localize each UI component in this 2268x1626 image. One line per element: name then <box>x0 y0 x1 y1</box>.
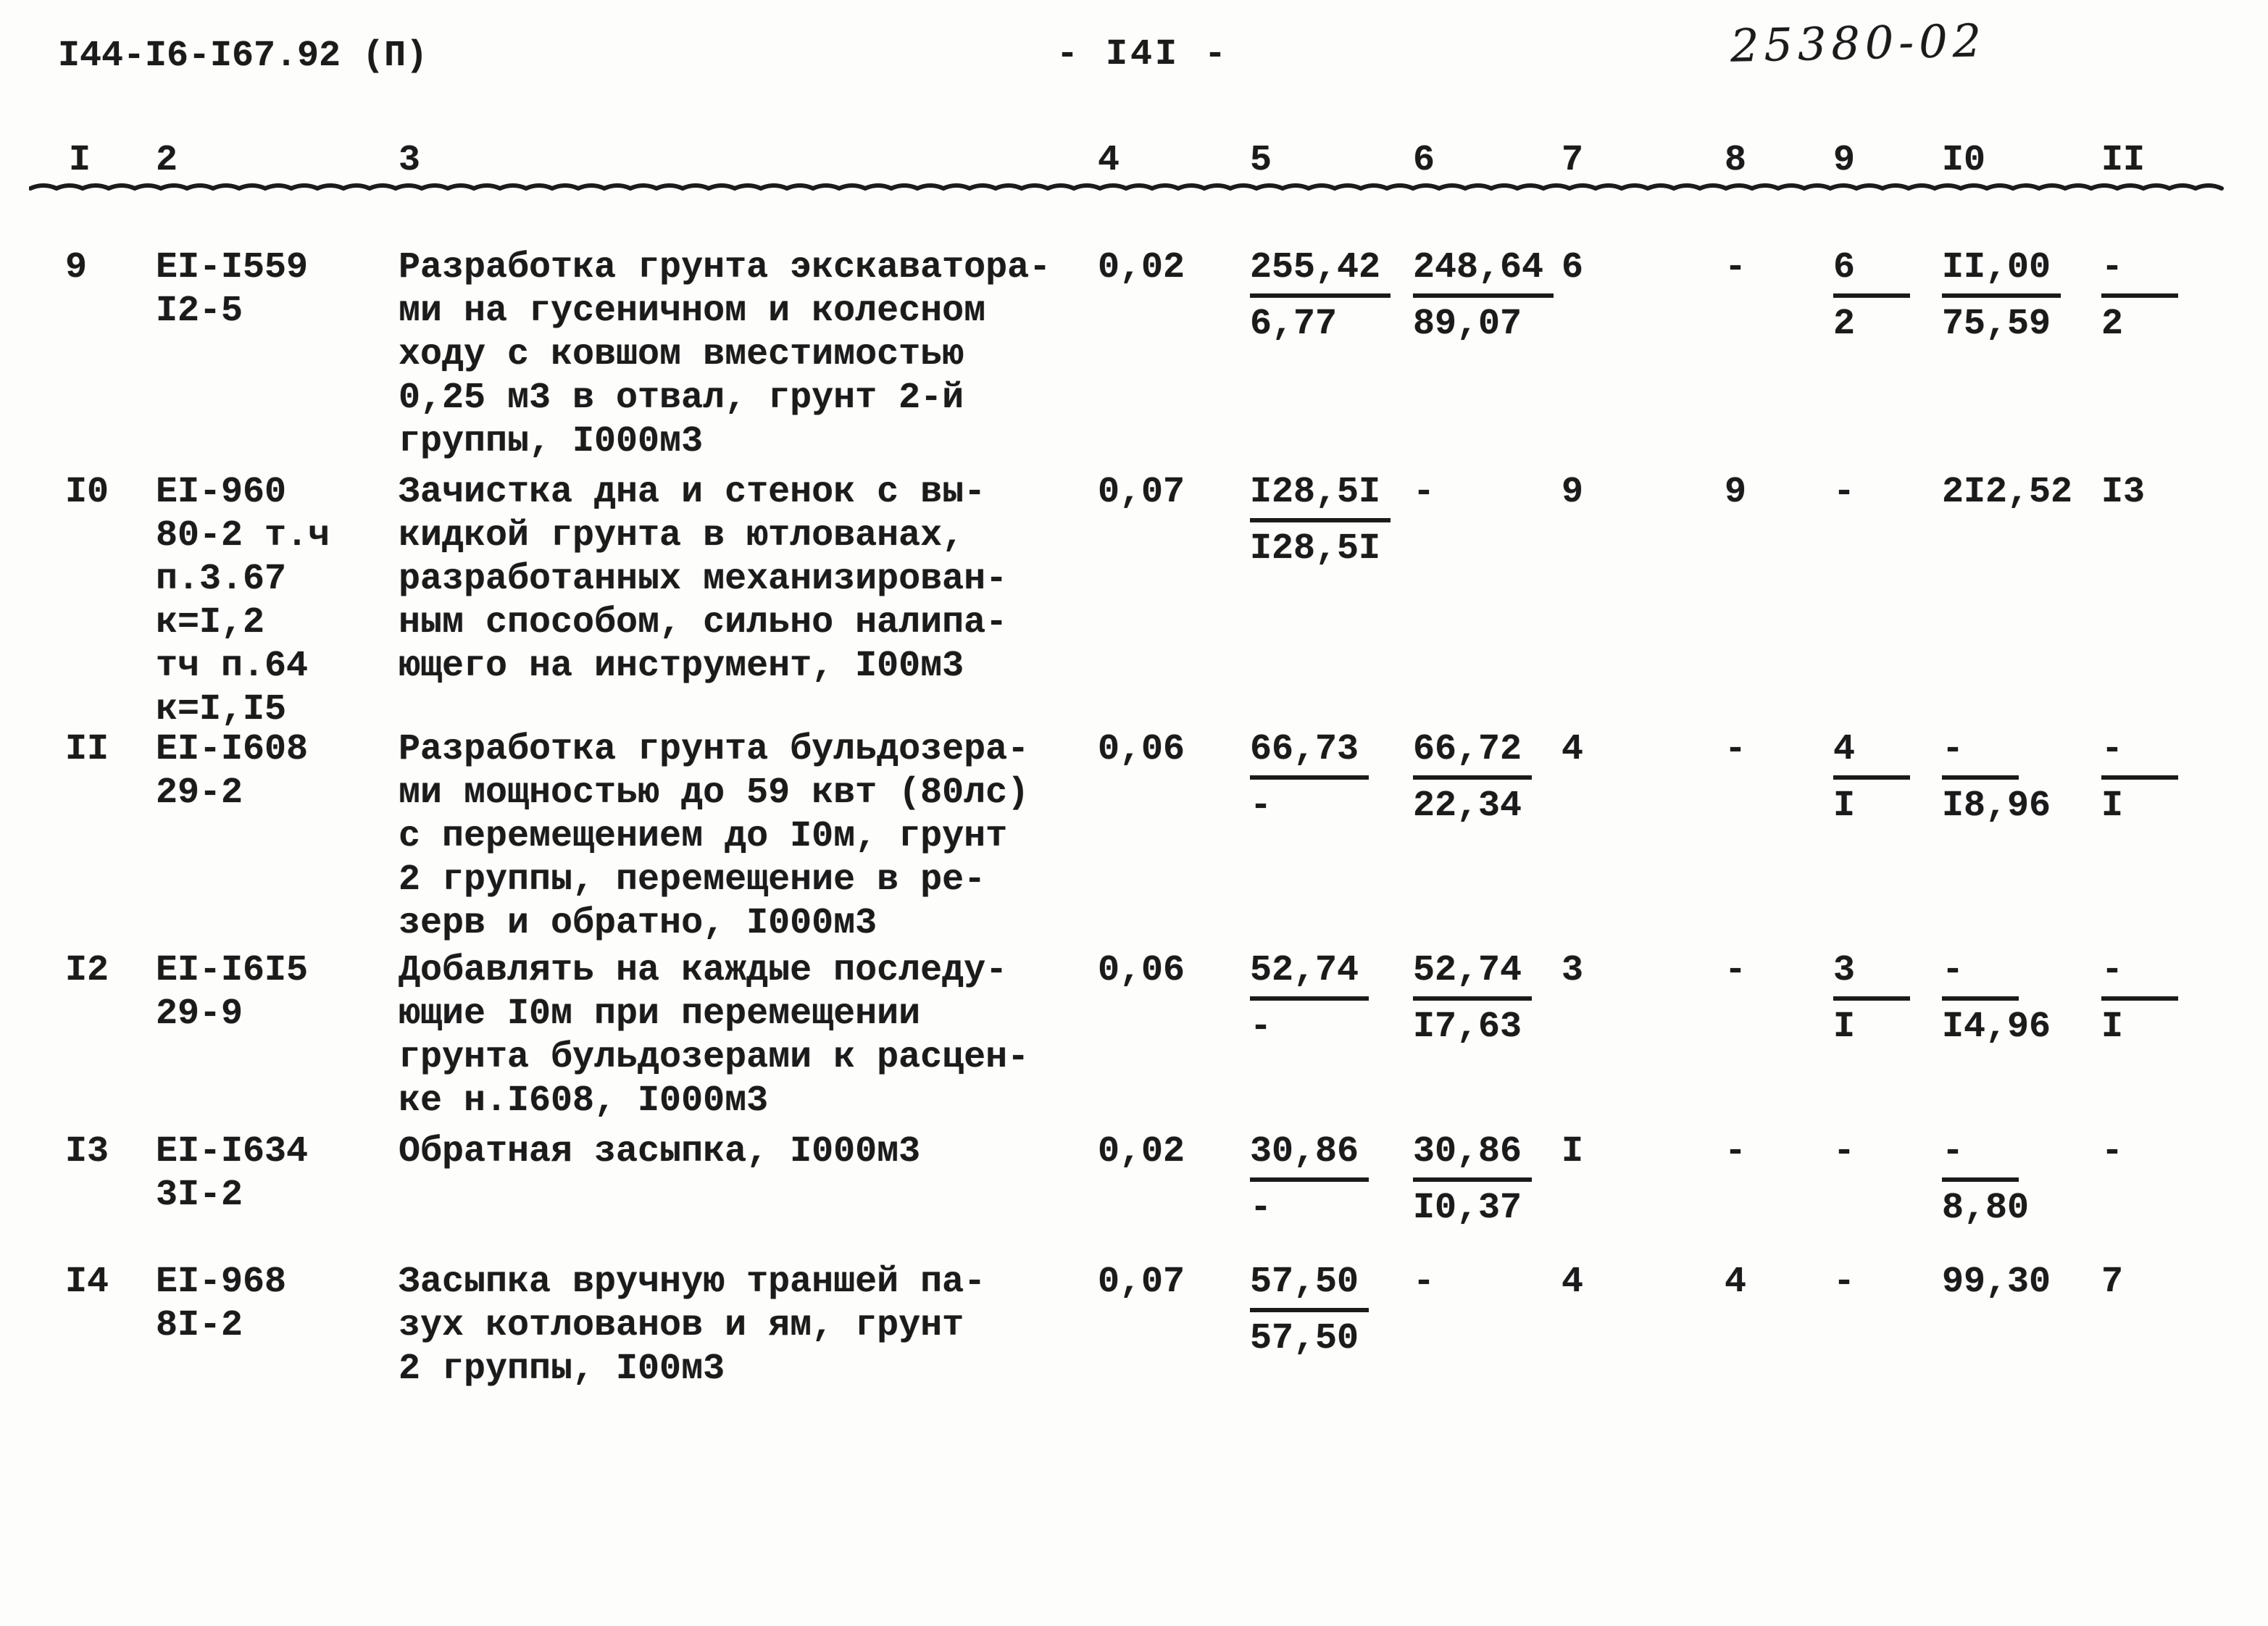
value-cell-col8 <box>1725 246 1833 290</box>
value-fraction <box>1250 246 1413 346</box>
value: - <box>1833 1131 1856 1172</box>
description-line: кидкой грунта в ютлованах, <box>399 515 964 556</box>
value-cell-col11 <box>2101 728 2214 828</box>
value-cell-col6 <box>1413 728 1562 828</box>
fraction-numerator: - <box>2101 246 2178 298</box>
value-fraction <box>1250 1261 1413 1361</box>
value: 4 <box>1562 1262 1584 1303</box>
row-number: I4 <box>65 1262 109 1303</box>
row-description <box>399 1130 1098 1174</box>
fraction-numerator: - <box>2101 949 2178 1001</box>
value: 0,02 <box>1098 1131 1185 1172</box>
value-cell-col11 <box>2101 471 2214 514</box>
fraction-denominator: 8,80 <box>1942 1188 2030 1229</box>
value-fraction <box>1942 246 2101 346</box>
value-cell-col4 <box>1098 246 1250 290</box>
value-cell-col11 <box>2101 949 2214 1049</box>
code-line: ЕI-968 <box>156 1262 287 1303</box>
value-cell-col8 <box>1725 1261 1833 1304</box>
value-cell-col10 <box>1942 471 2101 514</box>
value-cell-col5 <box>1250 471 1413 571</box>
description-line: Добавлять на каждые последу- <box>399 950 1008 991</box>
fraction-denominator: 2 <box>2101 304 2124 345</box>
value: I <box>1562 1131 1584 1172</box>
value-cell-col10 <box>1942 728 2101 828</box>
fraction-denominator: I <box>1833 1006 1856 1048</box>
value-cell-col11 <box>2101 1130 2214 1174</box>
row-description <box>399 1261 1098 1391</box>
value-fraction <box>2101 949 2214 1049</box>
row-code <box>156 471 399 732</box>
row-number: II <box>65 729 109 770</box>
description-line: ющего на инструмент, I00м3 <box>399 646 964 687</box>
row-description <box>399 246 1098 464</box>
value-cell-col4 <box>1098 1261 1250 1304</box>
description-line: ющие I0м при перемещении <box>399 993 921 1035</box>
column-header-2: 2 <box>156 140 178 181</box>
description-line: 2 группы, перемещение в ре- <box>399 859 986 901</box>
value-cell-col4 <box>1098 1130 1250 1174</box>
fraction-denominator: - <box>1250 1006 1272 1048</box>
value: 0,06 <box>1098 729 1185 770</box>
value-cell-col9 <box>1833 728 1942 828</box>
fraction-denominator: - <box>1250 785 1272 827</box>
description-line: Разработка грунта экскаватора- <box>399 247 1051 288</box>
value-cell-col6 <box>1413 246 1562 346</box>
value-cell-col9 <box>1833 471 1942 514</box>
value-fraction <box>1833 246 1942 346</box>
description-line: разработанных механизирован- <box>399 559 1008 600</box>
table-row <box>54 728 2214 946</box>
value-cell-col7 <box>1562 728 1725 772</box>
value-cell-col7 <box>1562 471 1725 514</box>
code-line: 80-2 т.ч <box>156 515 330 556</box>
value-cell-col9 <box>1833 1261 1942 1304</box>
code-line: тч п.64 <box>156 646 309 687</box>
value-cell-col8 <box>1725 471 1833 514</box>
value-cell-col5 <box>1250 728 1413 828</box>
fraction-numerator: 255,42 <box>1250 246 1391 298</box>
value: 4 <box>1562 729 1584 770</box>
description-line: Разработка грунта бульдозера- <box>399 729 1030 770</box>
value-cell-col6 <box>1413 471 1562 514</box>
fraction-denominator: I7,63 <box>1413 1006 1522 1048</box>
column-header-9: 9 <box>1833 140 1856 181</box>
value: 0,07 <box>1098 472 1185 513</box>
row-code <box>156 1130 399 1217</box>
value-fraction <box>1250 949 1413 1049</box>
value: 2I2,52 <box>1942 472 2073 513</box>
table-row <box>54 471 2214 732</box>
value-cell-col5 <box>1250 1130 1413 1230</box>
fraction-numerator: 3 <box>1833 949 1910 1001</box>
description-line: 2 группы, I00м3 <box>399 1348 725 1390</box>
value-fraction <box>1250 471 1413 571</box>
value: 9 <box>1562 472 1584 513</box>
row-number: I3 <box>65 1131 109 1172</box>
description-line: Зачистка дна и стенок с вы- <box>399 472 986 513</box>
value-fraction <box>1833 949 1942 1049</box>
table-row <box>54 949 2214 1123</box>
fraction-numerator: 52,74 <box>1250 949 1369 1001</box>
table-row <box>54 1130 2214 1230</box>
handwritten-stamp-number: 25380-02 <box>1730 14 1987 72</box>
value-fraction <box>1250 1130 1413 1230</box>
value: 6 <box>1562 247 1584 288</box>
fraction-denominator: 89,07 <box>1413 304 1522 345</box>
value-fraction <box>1413 949 1562 1049</box>
value-cell-col4 <box>1098 728 1250 772</box>
value: - <box>1413 472 1435 513</box>
document-number: I44-I6-I67.92 (П) <box>58 36 428 77</box>
value-cell-col10 <box>1942 1261 2101 1304</box>
description-line: ми на гусеничном и колесном <box>399 291 986 332</box>
code-line: 29-2 <box>156 772 243 814</box>
value-cell-col10 <box>1942 246 2101 346</box>
value-cell-col9 <box>1833 1130 1942 1174</box>
row-number: I0 <box>65 472 109 513</box>
code-line: ЕI-I559 <box>156 247 309 288</box>
row-code <box>156 246 399 333</box>
column-header-1: I <box>69 140 91 181</box>
value-fraction <box>1413 246 1562 346</box>
value-fraction <box>1250 728 1413 828</box>
value-fraction <box>1413 1130 1562 1230</box>
code-line: ЕI-I608 <box>156 729 309 770</box>
fraction-denominator: I0,37 <box>1413 1188 1522 1229</box>
fraction-denominator: I8,96 <box>1942 785 2051 827</box>
value-cell-col7 <box>1562 949 1725 993</box>
row-number: 9 <box>65 247 88 288</box>
table-row <box>54 1261 2214 1391</box>
value: 0,06 <box>1098 950 1185 991</box>
value: - <box>1833 472 1856 513</box>
value-fraction <box>1942 1130 2101 1230</box>
code-line: 29-9 <box>156 993 243 1035</box>
code-line: 3I-2 <box>156 1175 243 1216</box>
column-header-6: 6 <box>1413 140 1435 181</box>
table-row <box>54 246 2214 464</box>
code-line: 8I-2 <box>156 1305 243 1346</box>
description-line: с перемещением до I0м, грунт <box>399 816 1008 857</box>
value: 4 <box>1725 1262 1747 1303</box>
row-code <box>156 949 399 1036</box>
value-fraction <box>1833 728 1942 828</box>
column-header-11: II <box>2101 140 2146 181</box>
value: - <box>1725 1131 1747 1172</box>
code-line: к=I,I5 <box>156 689 287 730</box>
fraction-denominator: I28,5I <box>1250 528 1381 570</box>
value-fraction <box>1942 949 2101 1049</box>
column-header-4: 4 <box>1098 140 1120 181</box>
value: 7 <box>2101 1262 2124 1303</box>
value: 99,30 <box>1942 1262 2051 1303</box>
fraction-numerator: 4 <box>1833 728 1910 780</box>
value-cell-col9 <box>1833 246 1942 346</box>
fraction-numerator: 66,72 <box>1413 728 1532 780</box>
value-cell-col5 <box>1250 1261 1413 1361</box>
column-header-10: I0 <box>1942 140 1986 181</box>
description-line: 0,25 м3 в отвал, грунт 2-й <box>399 378 964 419</box>
value-cell-col4 <box>1098 471 1250 514</box>
code-line: ЕI-I6I5 <box>156 950 309 991</box>
description-line: грунта бульдозерами к расцен- <box>399 1037 1030 1078</box>
row-code <box>156 728 399 815</box>
value-cell-col6 <box>1413 1130 1562 1230</box>
fraction-denominator: 2 <box>1833 304 1856 345</box>
value-fraction <box>1942 728 2101 828</box>
value-fraction <box>1413 728 1562 828</box>
fraction-denominator: 6,77 <box>1250 304 1338 345</box>
page-number: - I4I - <box>1056 34 1230 75</box>
fraction-numerator: 57,50 <box>1250 1261 1369 1312</box>
description-line: Обратная засыпка, I000м3 <box>399 1131 921 1172</box>
value-cell-col11 <box>2101 1261 2214 1304</box>
code-line: ЕI-I634 <box>156 1131 309 1172</box>
value: 0,02 <box>1098 247 1185 288</box>
fraction-numerator: - <box>1942 728 2019 780</box>
code-line: п.3.67 <box>156 559 287 600</box>
code-line: I2-5 <box>156 291 243 332</box>
value-cell-col8 <box>1725 728 1833 772</box>
value: - <box>2101 1131 2124 1172</box>
fraction-denominator: I <box>2101 785 2124 827</box>
fraction-numerator: 52,74 <box>1413 949 1532 1001</box>
fraction-numerator: II,00 <box>1942 246 2061 298</box>
fraction-numerator: 30,86 <box>1250 1130 1369 1182</box>
description-line: зух котлованов и ям, грунт <box>399 1305 964 1346</box>
value: 3 <box>1562 950 1584 991</box>
value-cell-col5 <box>1250 949 1413 1049</box>
value-cell-col8 <box>1725 949 1833 993</box>
value: - <box>1725 729 1747 770</box>
fraction-denominator: 22,34 <box>1413 785 1522 827</box>
row-description <box>399 471 1098 688</box>
value-fraction <box>2101 246 2214 346</box>
row-description <box>399 949 1098 1123</box>
value-cell-col10 <box>1942 949 2101 1049</box>
fraction-numerator: - <box>2101 728 2178 780</box>
value-fraction <box>2101 728 2214 828</box>
value: - <box>1413 1262 1435 1303</box>
fraction-numerator: - <box>1942 949 2019 1001</box>
description-line: зерв и обратно, I000м3 <box>399 903 877 944</box>
description-line: ми мощностью до 59 квт (80лс) <box>399 772 1030 814</box>
fraction-numerator: 66,73 <box>1250 728 1369 780</box>
value: I3 <box>2101 472 2146 513</box>
fraction-denominator: - <box>1250 1188 1272 1229</box>
fraction-numerator: 6 <box>1833 246 1910 298</box>
fraction-denominator: 75,59 <box>1942 304 2051 345</box>
fraction-numerator: 248,64 <box>1413 246 1554 298</box>
row-code <box>156 1261 399 1348</box>
value: 9 <box>1725 472 1747 513</box>
column-header-3: 3 <box>399 140 421 181</box>
fraction-denominator: I4,96 <box>1942 1006 2051 1048</box>
description-line: группы, I000м3 <box>399 421 704 462</box>
value-cell-col8 <box>1725 1130 1833 1174</box>
description-line: ке н.I608, I000м3 <box>399 1080 769 1122</box>
table-column-header-row <box>54 139 2214 183</box>
value-cell-col11 <box>2101 246 2214 346</box>
row-description <box>399 728 1098 946</box>
value-cell-col7 <box>1562 1261 1725 1304</box>
column-header-5: 5 <box>1250 140 1272 181</box>
fraction-numerator: I28,5I <box>1250 471 1391 522</box>
value: 0,07 <box>1098 1262 1185 1303</box>
wavy-divider-line <box>29 180 2232 196</box>
row-number: I2 <box>65 950 109 991</box>
fraction-numerator: - <box>1942 1130 2019 1182</box>
value: - <box>1725 950 1747 991</box>
value: - <box>1833 1262 1856 1303</box>
code-line: ЕI-960 <box>156 472 287 513</box>
value-cell-col7 <box>1562 1130 1725 1174</box>
fraction-denominator: I <box>2101 1006 2124 1048</box>
value-cell-col6 <box>1413 949 1562 1049</box>
fraction-denominator: I <box>1833 785 1856 827</box>
column-header-8: 8 <box>1725 140 1747 181</box>
fraction-numerator: 30,86 <box>1413 1130 1532 1182</box>
column-header-7: 7 <box>1562 140 1584 181</box>
value-cell-col5 <box>1250 246 1413 346</box>
description-line: ным способом, сильно налипа- <box>399 602 1008 643</box>
description-line: ходу с ковшом вместимостью <box>399 334 964 375</box>
code-line: к=I,2 <box>156 602 265 643</box>
value-cell-col10 <box>1942 1130 2101 1230</box>
value-cell-col4 <box>1098 949 1250 993</box>
description-line: Засыпка вручную траншей па- <box>399 1262 986 1303</box>
fraction-denominator: 57,50 <box>1250 1318 1359 1359</box>
value-cell-col7 <box>1562 246 1725 290</box>
value-cell-col6 <box>1413 1261 1562 1304</box>
value-cell-col9 <box>1833 949 1942 1049</box>
value: - <box>1725 247 1747 288</box>
